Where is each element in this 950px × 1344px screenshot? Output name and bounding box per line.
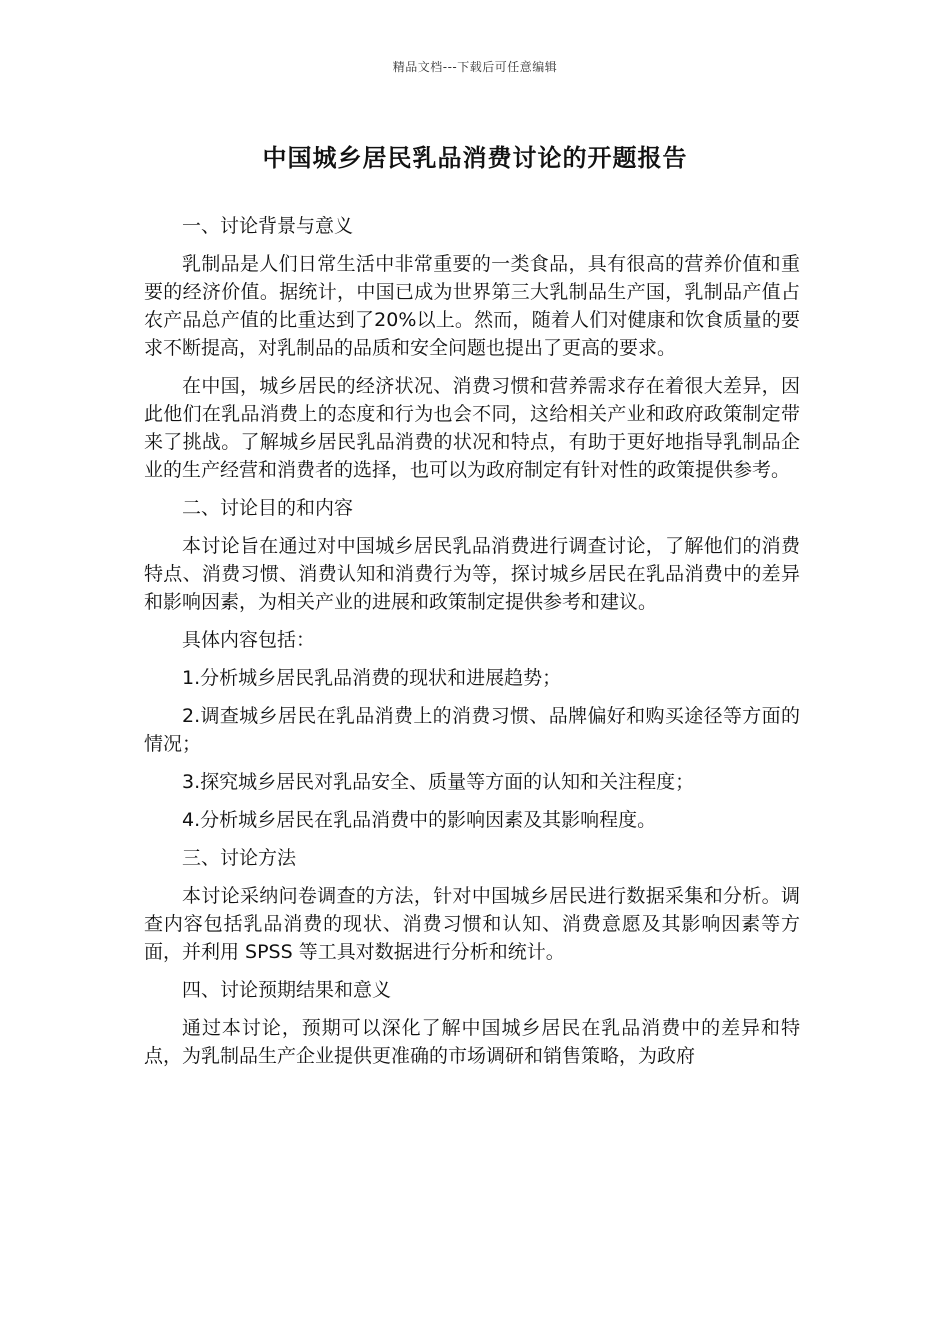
section-heading-purpose: 二、讨论目的和内容: [182, 497, 354, 519]
paragraph-background-2: 在中国，城乡居民的经济状况、消费习惯和营养需求存在着很大差异，因此他们在乳品消费上的态度和行为也会不同，这给相关产业和政府政策制定带来了挑战。了解城乡居民乳品消费的状况和特点，有助于更好地指导乳制品企业的生产经营和消费者的选择，也可以为政府制定有针对性的政策提供参考。: [144, 375, 800, 481]
paragraph-purpose-1: 本讨论旨在通过对中国城乡居民乳品消费进行调查讨论，了解他们的消费特点、消费习惯、消费认知和消费行为等，探讨城乡居民在乳品消费中的差异和影响因素，为相关产业的进展和政策制定提供参考和建议。: [144, 535, 800, 613]
document-body: [144, 212, 800, 1080]
paragraph-method-1: 本讨论采纳问卷调查的方法，针对中国城乡居民进行数据采集和分析。调查内容包括乳品消费的现状、消费习惯和认知、消费意愿及其影响因素等方面，并利用 SPSS 等工具对数据进行分析和统计。: [144, 885, 800, 963]
list-item-content-3: 3.探究城乡居民对乳品安全、质量等方面的认知和关注程度；: [182, 771, 695, 793]
section-heading-method: 三、讨论方法: [182, 847, 297, 869]
section-heading-background: 一、讨论背景与意义: [182, 215, 354, 237]
list-item-content-2: 2.调查城乡居民在乳品消费上的消费习惯、品牌偏好和购买途径等方面的情况；: [144, 705, 800, 755]
paragraph-purpose-2: 具体内容包括：: [182, 629, 316, 651]
paragraph-expected-results-1: 通过本讨论，预期可以深化了解中国城乡居民在乳品消费中的差异和特点，为乳制品生产企业提供更准确的市场调研和销售策略，为政府: [144, 1017, 800, 1067]
page-header: 精品文档---下载后可任意编辑: [392, 60, 558, 74]
document-title: 中国城乡居民乳品消费讨论的开题报告: [262, 144, 688, 172]
paragraph-background-1: 乳制品是人们日常生活中非常重要的一类食品，具有很高的营养价值和重要的经济价值。据统计，中国已成为世界第三大乳制品生产国，乳制品产值占农产品总产值的比重达到了20%以上。然而，随着人们对健康和饮食质量的要求不断提高，对乳制品的品质和安全问题也提出了更高的要求。: [144, 253, 800, 359]
section-heading-expected-results: 四、讨论预期结果和意义: [182, 979, 392, 1001]
list-item-content-4: 4.分析城乡居民在乳品消费中的影响因素及其影响程度。: [182, 809, 657, 831]
list-item-content-1: 1.分析城乡居民乳品消费的现状和进展趋势；: [182, 667, 562, 689]
